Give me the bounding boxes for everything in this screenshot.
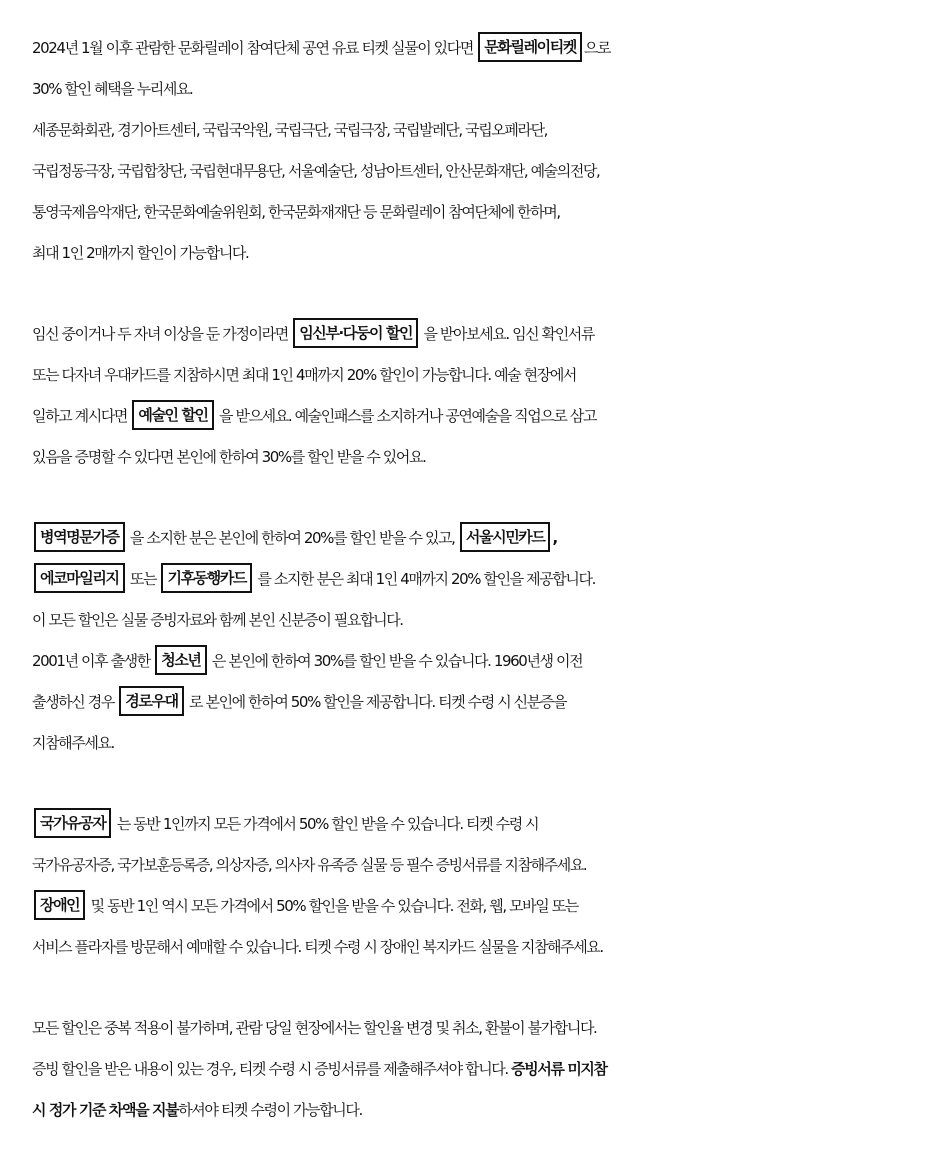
text-segment: 또는: [129, 570, 157, 588]
text-segment: 로 본인에 한하여 50% 할인을 제공합니다. 티켓 수령 시 신분증을: [189, 693, 567, 711]
card-youth-senior-paragraph: [32, 518, 932, 764]
text-line: 최대 1인 2매까지 할인이 가능합니다.: [32, 244, 249, 262]
climate-pass-card-tag: 기후동행카드: [161, 563, 252, 593]
national-merit-tag: 국가유공자: [34, 808, 111, 838]
seoul-citizen-card-tag: 서울시민카드: [460, 522, 551, 552]
text-line: [32, 396, 932, 437]
culture-relay-paragraph: [32, 28, 932, 274]
text-line: 국립정동극장, 국립합창단, 국립현대무용단, 서울예술단, 성남아트센터, 안산문화재단, 예술의전당,: [32, 162, 600, 180]
text-segment: 은 본인에 한하여 30%를 할인 받을 수 있습니다. 1960년생 이전: [211, 652, 583, 670]
artist-discount-tag: 예술인 할인: [132, 400, 213, 430]
military-family-card-tag: 병역명문가증: [34, 522, 125, 552]
text-line: [32, 641, 932, 682]
text-segment: 는 동반 1인까지 모든 가격에서 50% 할인 받을 수 있습니다. 티켓 수령 시: [116, 815, 539, 833]
text-segment: 일하고 계시다면: [32, 407, 127, 425]
notice-paragraph: [32, 1008, 932, 1131]
bold-warning-text: 증빙서류 미지참: [511, 1060, 607, 1078]
text-line: 30% 할인 혜택을 누리세요.: [32, 80, 193, 98]
eco-mileage-tag: 에코마일리지: [34, 563, 125, 593]
culture-relay-ticket-tag: 문화릴레이티켓: [478, 32, 582, 62]
text-line: 지참해주세요.: [32, 734, 114, 752]
youth-tag: 청소년: [155, 645, 206, 675]
text-line: 서비스 플라자를 방문해서 예매할 수 있습니다. 티켓 수령 시 장애인 복지카드 실물을 지참해주세요.: [32, 938, 603, 956]
text-line: 통영국제음악재단, 한국문화예술위원회, 한국문화재재단 등 문화릴레이 참여단체에 한하며,: [32, 203, 560, 221]
text-line: 국가유공자증, 국가보훈등록증, 의상자증, 의사자 유족증 실물 등 필수 증빙서류를 지참해주세요.: [32, 856, 587, 874]
text-segment: ,: [552, 529, 557, 547]
text-line: [32, 1049, 932, 1090]
pregnancy-artist-paragraph: [32, 314, 932, 478]
text-segment: 2024년 1월 이후 관람한 문화릴레이 참여단체 공연 유료 티켓 실물이 있다면: [32, 39, 473, 57]
text-line: [32, 559, 932, 600]
text-line: [32, 1090, 932, 1131]
text-line: 세종문화회관, 경기아트센터, 국립국악원, 국립극단, 국립극장, 국립발레단, 국립오페라단,: [32, 121, 548, 139]
text-segment: 임신 중이거나 두 자녀 이상을 둔 가정이라면: [32, 325, 288, 343]
pregnancy-multichild-discount-tag: 임신부·다둥이 할인: [293, 318, 418, 348]
text-segment: 증빙 할인을 받은 내용이 있는 경우, 티켓 수령 시 증빙서류를 제출해주셔야 합니다.: [32, 1060, 508, 1078]
veteran-disability-paragraph: [32, 804, 932, 968]
text-line: [32, 886, 932, 927]
text-line: 모든 할인은 중복 적용이 불가하며, 관람 당일 현장에서는 할인율 변경 및 취소, 환불이 불가합니다.: [32, 1019, 597, 1037]
text-line: [32, 804, 932, 845]
text-line: [32, 314, 932, 355]
text-segment: 하셔야 티켓 수령이 가능합니다.: [178, 1101, 362, 1119]
bold-warning-text: 시 정가 기준 차액을 지불: [32, 1101, 179, 1119]
text-segment: 를 소지한 분은 최대 1인 4매까지 20% 할인을 제공합니다.: [257, 570, 595, 588]
text-segment: 2001년 이후 출생한: [32, 652, 150, 670]
text-segment: 을 받아보세요. 임신 확인서류: [423, 325, 594, 343]
senior-discount-tag: 경로우대: [119, 686, 183, 716]
text-segment: 을 받으세요. 예술인패스를 소지하거나 공연예술을 직업으로 삼고: [219, 407, 597, 425]
discount-info-document: [32, 28, 932, 1171]
text-segment: 및 동반 1인 역시 모든 가격에서 50% 할인을 받을 수 있습니다. 전화, 웹, 모바일 또는: [90, 897, 578, 915]
text-line: [32, 682, 932, 723]
text-segment: 으로: [583, 39, 611, 57]
text-segment: 출생하신 경우: [32, 693, 114, 711]
text-line: 또는 다자녀 우대카드를 지참하시면 최대 1인 4매까지 20% 할인이 가능합니다. 예술 현장에서: [32, 366, 576, 384]
text-line: 있음을 증명할 수 있다면 본인에 한하여 30%를 할인 받을 수 있어요.: [32, 448, 426, 466]
text-line: 이 모든 할인은 실물 증빙자료와 함께 본인 신분증이 필요합니다.: [32, 611, 403, 629]
text-line: [32, 518, 932, 559]
text-segment: 을 소지한 분은 본인에 한하여 20%를 할인 받을 수 있고,: [129, 529, 455, 547]
disability-tag: 장애인: [34, 890, 85, 920]
text-line: [32, 28, 932, 69]
